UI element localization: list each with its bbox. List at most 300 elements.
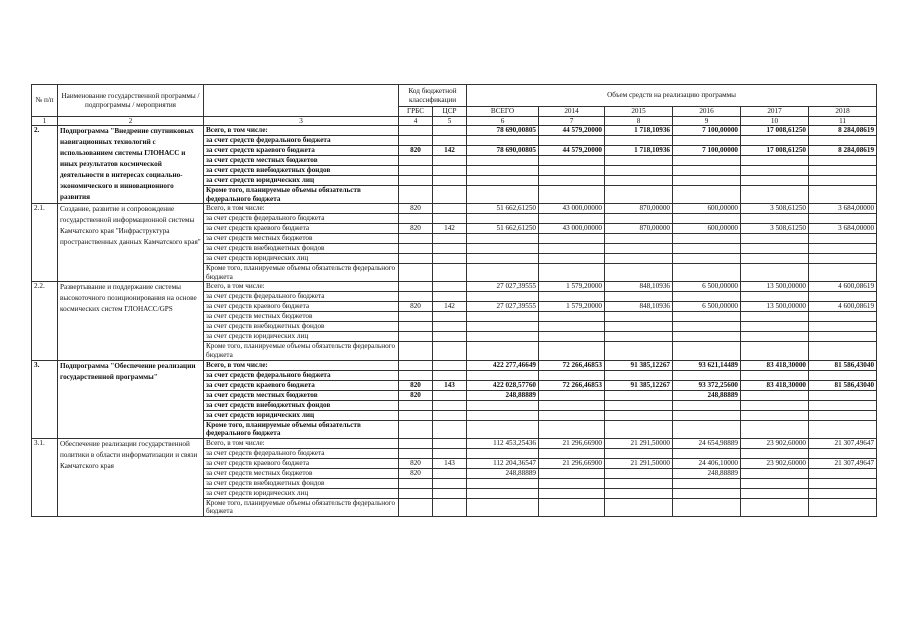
amount-year	[539, 156, 605, 166]
amount-year	[605, 370, 673, 380]
amount-year	[605, 342, 673, 360]
amount-year: 7 100,00000	[673, 126, 741, 136]
amount-total: 112 453,25436	[467, 438, 539, 448]
funding-source-label: за счет средств юридических лиц	[204, 176, 399, 186]
amount-year	[539, 498, 605, 516]
grbs-code	[399, 478, 433, 488]
amount-year	[605, 312, 673, 322]
row-total	[32, 126, 877, 136]
funding-source-label: Всего, в том числе:	[204, 438, 399, 448]
row-total	[32, 360, 877, 370]
funding-source-label: за счет средств краевого бюджета	[204, 302, 399, 312]
row-total	[32, 204, 877, 214]
csr-code	[433, 488, 467, 498]
amount-year	[673, 370, 741, 380]
funding-source-label: за счет средств внебюджетных фондов	[204, 322, 399, 332]
amount-year	[605, 166, 673, 176]
section-name: Подпрограмма "Обеспечение реализации государственной программы"	[58, 360, 204, 438]
amount-year	[539, 488, 605, 498]
row-total	[32, 282, 877, 292]
amount-year	[539, 312, 605, 322]
grbs-code	[399, 332, 433, 342]
amount-year: 3 684,00000	[809, 224, 877, 234]
funding-source-label: за счет средств местных бюджетов	[204, 390, 399, 400]
amount-year	[741, 312, 809, 322]
amount-year	[741, 448, 809, 458]
amount-year	[605, 322, 673, 332]
funding-source-label: за счет средств федерального бюджета	[204, 136, 399, 146]
header-total: ВСЕГО	[467, 107, 539, 117]
amount-year	[809, 370, 877, 380]
grbs-code: 820	[399, 380, 433, 390]
csr-code	[433, 234, 467, 244]
amount-year	[741, 264, 809, 282]
amount-year	[809, 468, 877, 478]
csr-code	[433, 400, 467, 410]
row-total	[32, 438, 877, 448]
amount-year	[809, 244, 877, 254]
amount-year	[673, 400, 741, 410]
csr-code	[433, 254, 467, 264]
amount-year: 81 586,43040	[809, 360, 877, 370]
amount-year: 17 008,61250	[741, 146, 809, 156]
amount-year	[673, 332, 741, 342]
csr-code	[433, 244, 467, 254]
amount-year	[809, 292, 877, 302]
amount-total: 27 027,39555	[467, 282, 539, 292]
amount-year	[539, 478, 605, 488]
funding-source-label: за счет средств краевого бюджета	[204, 380, 399, 390]
csr-code	[433, 176, 467, 186]
csr-code	[433, 166, 467, 176]
amount-total	[467, 186, 539, 204]
amount-year	[741, 254, 809, 264]
csr-code	[433, 342, 467, 360]
amount-year	[605, 292, 673, 302]
amount-year	[809, 400, 877, 410]
grbs-code	[399, 156, 433, 166]
column-index: 10	[741, 117, 809, 126]
amount-year: 7 100,00000	[673, 146, 741, 156]
amount-year	[539, 136, 605, 146]
amount-year	[809, 254, 877, 264]
amount-year	[605, 498, 673, 516]
amount-year: 13 500,00000	[741, 302, 809, 312]
amount-year: 1 718,10936	[605, 146, 673, 156]
grbs-code: 820	[399, 146, 433, 156]
amount-year: 848,10936	[605, 302, 673, 312]
csr-code: 142	[433, 302, 467, 312]
amount-year	[741, 234, 809, 244]
amount-total	[467, 166, 539, 176]
funding-source-label: Кроме того, планируемые объемы обязательств федерального бюджета	[204, 186, 399, 204]
grbs-code	[399, 254, 433, 264]
amount-year: 1 579,20000	[539, 282, 605, 292]
csr-code	[433, 282, 467, 292]
amount-year	[809, 448, 877, 458]
amount-total	[467, 478, 539, 488]
header-csr: ЦСР	[433, 107, 467, 117]
header-name: Наименование государственной программы / подпрограммы / мероприятия	[58, 85, 204, 117]
amount-year	[673, 342, 741, 360]
amount-year	[673, 254, 741, 264]
amount-year	[605, 186, 673, 204]
amount-total: 422 028,57760	[467, 380, 539, 390]
amount-year	[539, 332, 605, 342]
amount-year: 1 718,10936	[605, 126, 673, 136]
amount-year	[741, 322, 809, 332]
amount-year	[673, 186, 741, 204]
amount-year	[539, 176, 605, 186]
amount-year	[539, 448, 605, 458]
column-index: 4	[399, 117, 433, 126]
amount-total: 112 204,36547	[467, 458, 539, 468]
amount-year	[605, 410, 673, 420]
header-num: № п/п	[32, 85, 58, 117]
csr-code	[433, 468, 467, 478]
funding-source-label: за счет средств краевого бюджета	[204, 458, 399, 468]
amount-total	[467, 498, 539, 516]
amount-year: 848,10936	[605, 282, 673, 292]
grbs-code	[399, 186, 433, 204]
grbs-code	[399, 498, 433, 516]
amount-year: 870,00000	[605, 204, 673, 214]
amount-total: 78 690,00805	[467, 126, 539, 136]
amount-year	[741, 370, 809, 380]
csr-code	[433, 420, 467, 438]
amount-year: 21 296,66900	[539, 458, 605, 468]
amount-year: 600,00000	[673, 224, 741, 234]
amount-year	[673, 234, 741, 244]
funding-source-label: за счет средств внебюджетных фондов	[204, 400, 399, 410]
amount-year	[605, 478, 673, 488]
amount-year: 21 296,66900	[539, 438, 605, 448]
amount-year	[539, 400, 605, 410]
amount-year	[605, 254, 673, 264]
amount-year	[539, 244, 605, 254]
grbs-code	[399, 176, 433, 186]
amount-year	[605, 448, 673, 458]
funding-source-label: за счет средств федерального бюджета	[204, 214, 399, 224]
amount-total	[467, 156, 539, 166]
grbs-code: 820	[399, 204, 433, 214]
amount-total: 248,88889	[467, 468, 539, 478]
amount-year: 72 266,46853	[539, 380, 605, 390]
grbs-code	[399, 126, 433, 136]
amount-year	[809, 478, 877, 488]
amount-year: 23 902,60000	[741, 438, 809, 448]
csr-code	[433, 370, 467, 380]
amount-year: 870,00000	[605, 224, 673, 234]
section-name: Развертывание и поддержание системы высокоточного позиционирования на основе космических систем ГЛОНАСС/GPS	[58, 282, 204, 360]
amount-year	[809, 420, 877, 438]
amount-year	[809, 498, 877, 516]
amount-total	[467, 448, 539, 458]
grbs-code: 820	[399, 458, 433, 468]
amount-year	[809, 186, 877, 204]
funding-source-label: за счет средств юридических лиц	[204, 254, 399, 264]
csr-code	[433, 360, 467, 370]
amount-year	[539, 468, 605, 478]
amount-year	[539, 214, 605, 224]
amount-year: 8 284,08619	[809, 126, 877, 136]
amount-total	[467, 370, 539, 380]
funding-source-label: Кроме того, планируемые объемы обязательств федерального бюджета	[204, 264, 399, 282]
amount-year: 4 600,08619	[809, 282, 877, 292]
funding-source-label: за счет средств внебюджетных фондов	[204, 244, 399, 254]
amount-year: 44 579,20000	[539, 146, 605, 156]
section-name: Обеспечение реализации государственной политики в области информатизации и связи Камчатского края	[58, 438, 204, 516]
csr-code	[433, 498, 467, 516]
header-year: 2017	[741, 107, 809, 117]
amount-year	[605, 214, 673, 224]
grbs-code	[399, 342, 433, 360]
csr-code	[433, 214, 467, 224]
amount-total	[467, 332, 539, 342]
csr-code	[433, 390, 467, 400]
amount-year	[741, 400, 809, 410]
amount-year: 72 266,46853	[539, 360, 605, 370]
amount-year	[673, 410, 741, 420]
grbs-code	[399, 420, 433, 438]
amount-year	[809, 488, 877, 498]
amount-year: 21 291,50000	[605, 438, 673, 448]
budget-table	[31, 84, 877, 517]
amount-year: 248,88889	[673, 390, 741, 400]
grbs-code: 820	[399, 302, 433, 312]
grbs-code: 820	[399, 390, 433, 400]
amount-year	[539, 420, 605, 438]
grbs-code	[399, 312, 433, 322]
column-index: 2	[58, 117, 204, 126]
amount-year	[741, 468, 809, 478]
header-year: 2014	[539, 107, 605, 117]
csr-code	[433, 322, 467, 332]
amount-total	[467, 136, 539, 146]
section-name: Подпрограмма "Внедрение спутниковых навигационных технологий с использованием системы ГЛОНАСС и иных результатов космической деятельности в интересах социально-экономического и инновационного развития	[58, 126, 204, 204]
amount-total	[467, 410, 539, 420]
funding-source-label: за счет средств юридических лиц	[204, 332, 399, 342]
header-code: Код бюджетной классификации	[399, 85, 467, 107]
amount-year	[741, 176, 809, 186]
section-number: 3.	[32, 360, 58, 438]
csr-code: 142	[433, 224, 467, 234]
amount-total: 422 277,46649	[467, 360, 539, 370]
amount-year: 93 621,14489	[673, 360, 741, 370]
section-number: 2.	[32, 126, 58, 204]
funding-source-label: за счет средств федерального бюджета	[204, 370, 399, 380]
amount-year	[673, 292, 741, 302]
amount-year	[539, 322, 605, 332]
amount-year: 83 418,30000	[741, 380, 809, 390]
header-year: 2015	[605, 107, 673, 117]
amount-year: 91 385,12267	[605, 380, 673, 390]
grbs-code	[399, 214, 433, 224]
section-number: 2.1.	[32, 204, 58, 282]
amount-year	[673, 488, 741, 498]
column-index: 6	[467, 117, 539, 126]
amount-year	[605, 420, 673, 438]
amount-year	[809, 166, 877, 176]
csr-code	[433, 126, 467, 136]
amount-year	[673, 136, 741, 146]
grbs-code	[399, 360, 433, 370]
csr-code: 143	[433, 458, 467, 468]
amount-total	[467, 292, 539, 302]
amount-year: 43 000,00000	[539, 224, 605, 234]
amount-year	[809, 312, 877, 322]
amount-year	[809, 136, 877, 146]
amount-year: 6 500,00000	[673, 302, 741, 312]
column-index: 1	[32, 117, 58, 126]
amount-year	[809, 234, 877, 244]
amount-year	[741, 390, 809, 400]
amount-year: 23 902,60000	[741, 458, 809, 468]
amount-total	[467, 400, 539, 410]
amount-year: 3 508,61250	[741, 204, 809, 214]
funding-source-label: за счет средств местных бюджетов	[204, 234, 399, 244]
amount-year	[539, 390, 605, 400]
amount-year	[673, 312, 741, 322]
amount-year	[741, 292, 809, 302]
csr-code	[433, 332, 467, 342]
amount-year	[673, 478, 741, 488]
amount-total	[467, 234, 539, 244]
amount-year: 91 385,12267	[605, 360, 673, 370]
amount-year	[673, 264, 741, 282]
column-index: 11	[809, 117, 877, 126]
amount-year	[605, 234, 673, 244]
amount-year	[539, 186, 605, 204]
amount-year: 24 406,10000	[673, 458, 741, 468]
amount-total: 51 662,61250	[467, 204, 539, 214]
amount-year	[605, 488, 673, 498]
amount-year: 248,88889	[673, 468, 741, 478]
amount-year	[539, 410, 605, 420]
csr-code: 142	[433, 146, 467, 156]
amount-year	[539, 264, 605, 282]
funding-source-label: за счет средств федерального бюджета	[204, 448, 399, 458]
amount-year: 8 284,08619	[809, 146, 877, 156]
amount-year	[809, 342, 877, 360]
amount-total	[467, 254, 539, 264]
grbs-code	[399, 400, 433, 410]
amount-year: 13 500,00000	[741, 282, 809, 292]
csr-code	[433, 312, 467, 322]
amount-year	[673, 156, 741, 166]
amount-year: 93 372,25600	[673, 380, 741, 390]
csr-code	[433, 438, 467, 448]
amount-year: 21 307,49647	[809, 458, 877, 468]
amount-year	[605, 332, 673, 342]
amount-year	[741, 136, 809, 146]
csr-code	[433, 448, 467, 458]
budget-table-body	[32, 126, 877, 517]
amount-year	[741, 156, 809, 166]
grbs-code	[399, 448, 433, 458]
amount-year	[809, 176, 877, 186]
csr-code	[433, 292, 467, 302]
amount-year	[741, 488, 809, 498]
amount-year: 21 307,49647	[809, 438, 877, 448]
amount-year: 6 500,00000	[673, 282, 741, 292]
amount-total	[467, 244, 539, 254]
amount-year: 3 508,61250	[741, 224, 809, 234]
grbs-code: 820	[399, 468, 433, 478]
funding-source-label: за счет средств внебюджетных фондов	[204, 166, 399, 176]
amount-year	[809, 332, 877, 342]
amount-year	[605, 390, 673, 400]
amount-total: 27 027,39555	[467, 302, 539, 312]
grbs-code	[399, 488, 433, 498]
amount-year: 24 654,98889	[673, 438, 741, 448]
amount-total	[467, 420, 539, 438]
amount-year	[605, 264, 673, 282]
csr-code: 143	[433, 380, 467, 390]
amount-year	[673, 244, 741, 254]
funding-source-label: Кроме того, планируемые объемы обязательств федерального бюджета	[204, 342, 399, 360]
amount-year	[741, 342, 809, 360]
csr-code	[433, 186, 467, 204]
grbs-code	[399, 322, 433, 332]
amount-total: 51 662,61250	[467, 224, 539, 234]
grbs-code	[399, 234, 433, 244]
funding-source-label: Всего, в том числе:	[204, 282, 399, 292]
amount-year	[741, 186, 809, 204]
amount-year	[809, 390, 877, 400]
grbs-code	[399, 438, 433, 448]
amount-year	[741, 478, 809, 488]
section-name: Создание, развитие и сопровождение государственной информационной системы Камчатского края "Инфраструктура пространственных данных Камчатского края"	[58, 204, 204, 282]
amount-total	[467, 312, 539, 322]
amount-year	[605, 244, 673, 254]
amount-year	[539, 166, 605, 176]
amount-year	[605, 176, 673, 186]
amount-year: 3 684,00000	[809, 204, 877, 214]
funding-source-label: Кроме того, планируемые объемы обязательств федерального бюджета	[204, 420, 399, 438]
amount-year: 600,00000	[673, 204, 741, 214]
grbs-code	[399, 292, 433, 302]
amount-year	[809, 156, 877, 166]
csr-code	[433, 264, 467, 282]
csr-code	[433, 204, 467, 214]
csr-code	[433, 156, 467, 166]
amount-year	[741, 420, 809, 438]
amount-year	[741, 332, 809, 342]
amount-year	[673, 498, 741, 516]
amount-year: 43 000,00000	[539, 204, 605, 214]
funding-source-label: Кроме того, планируемые объемы обязательств федерального бюджета	[204, 498, 399, 516]
amount-total: 248,88889	[467, 390, 539, 400]
amount-year	[539, 292, 605, 302]
amount-year	[673, 176, 741, 186]
amount-year	[605, 156, 673, 166]
amount-year: 1 579,20000	[539, 302, 605, 312]
funding-source-label: за счет средств юридических лиц	[204, 410, 399, 420]
grbs-code	[399, 370, 433, 380]
amount-year	[673, 166, 741, 176]
amount-year: 81 586,43040	[809, 380, 877, 390]
column-index: 7	[539, 117, 605, 126]
header-year: 2016	[673, 107, 741, 117]
amount-total: 78 690,00805	[467, 146, 539, 156]
amount-total	[467, 264, 539, 282]
amount-year	[809, 322, 877, 332]
column-index: 9	[673, 117, 741, 126]
amount-total	[467, 488, 539, 498]
funding-source-label: за счет средств местных бюджетов	[204, 468, 399, 478]
header-year: 2018	[809, 107, 877, 117]
